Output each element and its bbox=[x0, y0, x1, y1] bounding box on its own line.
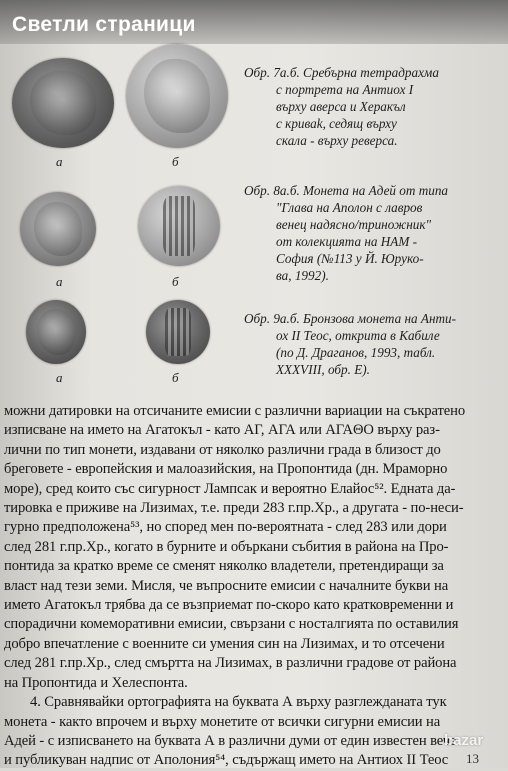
body-line: тировка е приживе на Лизимах, т.е. преди 283 г.пр.Хр., а другата - по-неси- bbox=[4, 500, 464, 517]
figure-8-caption: Обр. 8а.б. Монета на Адей от типа "Глава на Аполон с лавров венец надясно/триножник" от колекцията на НАМ - София (№113 у Й. Юруко- ва, 1992). bbox=[244, 183, 449, 283]
coin-8a bbox=[20, 192, 96, 266]
body-line: и публикуван надпис от Аполония⁵⁴, съдържащ името на Антиох II Теос bbox=[4, 752, 449, 769]
body-line: след 281 г.пр.Хр., когато в бурните и объркани събития в района на Про- bbox=[4, 538, 449, 555]
body-line: власт над тези земи. Мисля, че въпросните емисии с началните букви на bbox=[4, 577, 449, 594]
watermark-logo bbox=[444, 722, 504, 762]
body-line: можни датировки на отсичаните емисии с различни вариации на съкратено bbox=[4, 403, 466, 419]
watermark-text: bazar bbox=[444, 732, 484, 749]
banner-title: Светли страници bbox=[12, 13, 196, 36]
body-line: Адей - с изписването на буквата А в различни думи от един известен вече bbox=[4, 732, 457, 749]
body-line: след 281 г.пр.Хр., след смъртта на Лизимах, в различни градове от района bbox=[4, 655, 457, 672]
figure-8-label-b: б bbox=[172, 274, 179, 289]
body-text bbox=[4, 402, 504, 771]
coin-9a bbox=[26, 300, 86, 364]
body-line: добро впечатление с военните си умения син на Лизимах, и то отсечени bbox=[4, 635, 445, 652]
body-line: лични по тип монети, издавани от няколко различни града в близост до bbox=[4, 441, 441, 458]
coin-9b bbox=[146, 300, 210, 364]
coin-7a bbox=[12, 58, 114, 148]
figure-9-label-a: а bbox=[56, 370, 63, 385]
body-line: море), сред които със сигурност Лампсак и вероятно Елайос⁵². Едната да- bbox=[4, 480, 456, 497]
site-banner bbox=[0, 0, 508, 44]
body-line: понтида за кратко време се сменят няколко владетели, претендиращи за bbox=[4, 558, 444, 575]
figure-7-label-b: б bbox=[172, 154, 179, 169]
figure-9-label-b: б bbox=[172, 370, 179, 385]
coin-7b bbox=[126, 44, 228, 148]
body-line: монета - както впрочем и върху монетите от всички сигурни емисии на bbox=[4, 713, 441, 730]
body-line: гурно предположена⁵³, но според мен по-вероятната - след 283 или дори bbox=[4, 519, 447, 536]
page-number: 13 bbox=[466, 751, 479, 766]
body-line: бреговете - европейския и малоазийския, на Пропонтида (дн. Мраморно bbox=[4, 461, 448, 478]
figure-9-caption: Обр. 9а.б. Бронзова монета на Анти- ох II Теос, открита в Кабиле (по Д. Драганов, 1993, табл. XXXVIII, обр. Е). bbox=[244, 311, 456, 377]
body-line: 4. Сравнявайки ортографията на буквата А върху разглежданата тук bbox=[30, 694, 447, 711]
figure-7-label-a: а bbox=[56, 154, 63, 169]
body-line: спорадични комеморативни емисии, свързани с носталгията по оставилия bbox=[4, 616, 459, 633]
coin-8b bbox=[138, 186, 220, 266]
body-line: изписване на името на Агатокъл - като АГ, АГА или АГАΘО върху раз- bbox=[4, 422, 440, 439]
figure-8-label-a: а bbox=[56, 274, 63, 289]
figure-7-caption: Обр. 7а.б. Сребърна тетрадрахма с портрета на Антиох I върху аверса и Херакъл с криваk, седящ върху скала - върху реверса. bbox=[244, 65, 439, 148]
body-line: на Пропонтида и Хелеспонта. bbox=[4, 674, 188, 691]
body-line: името Агатокъл трябва да се възприемат по-скоро като кратковременни и bbox=[4, 597, 454, 614]
